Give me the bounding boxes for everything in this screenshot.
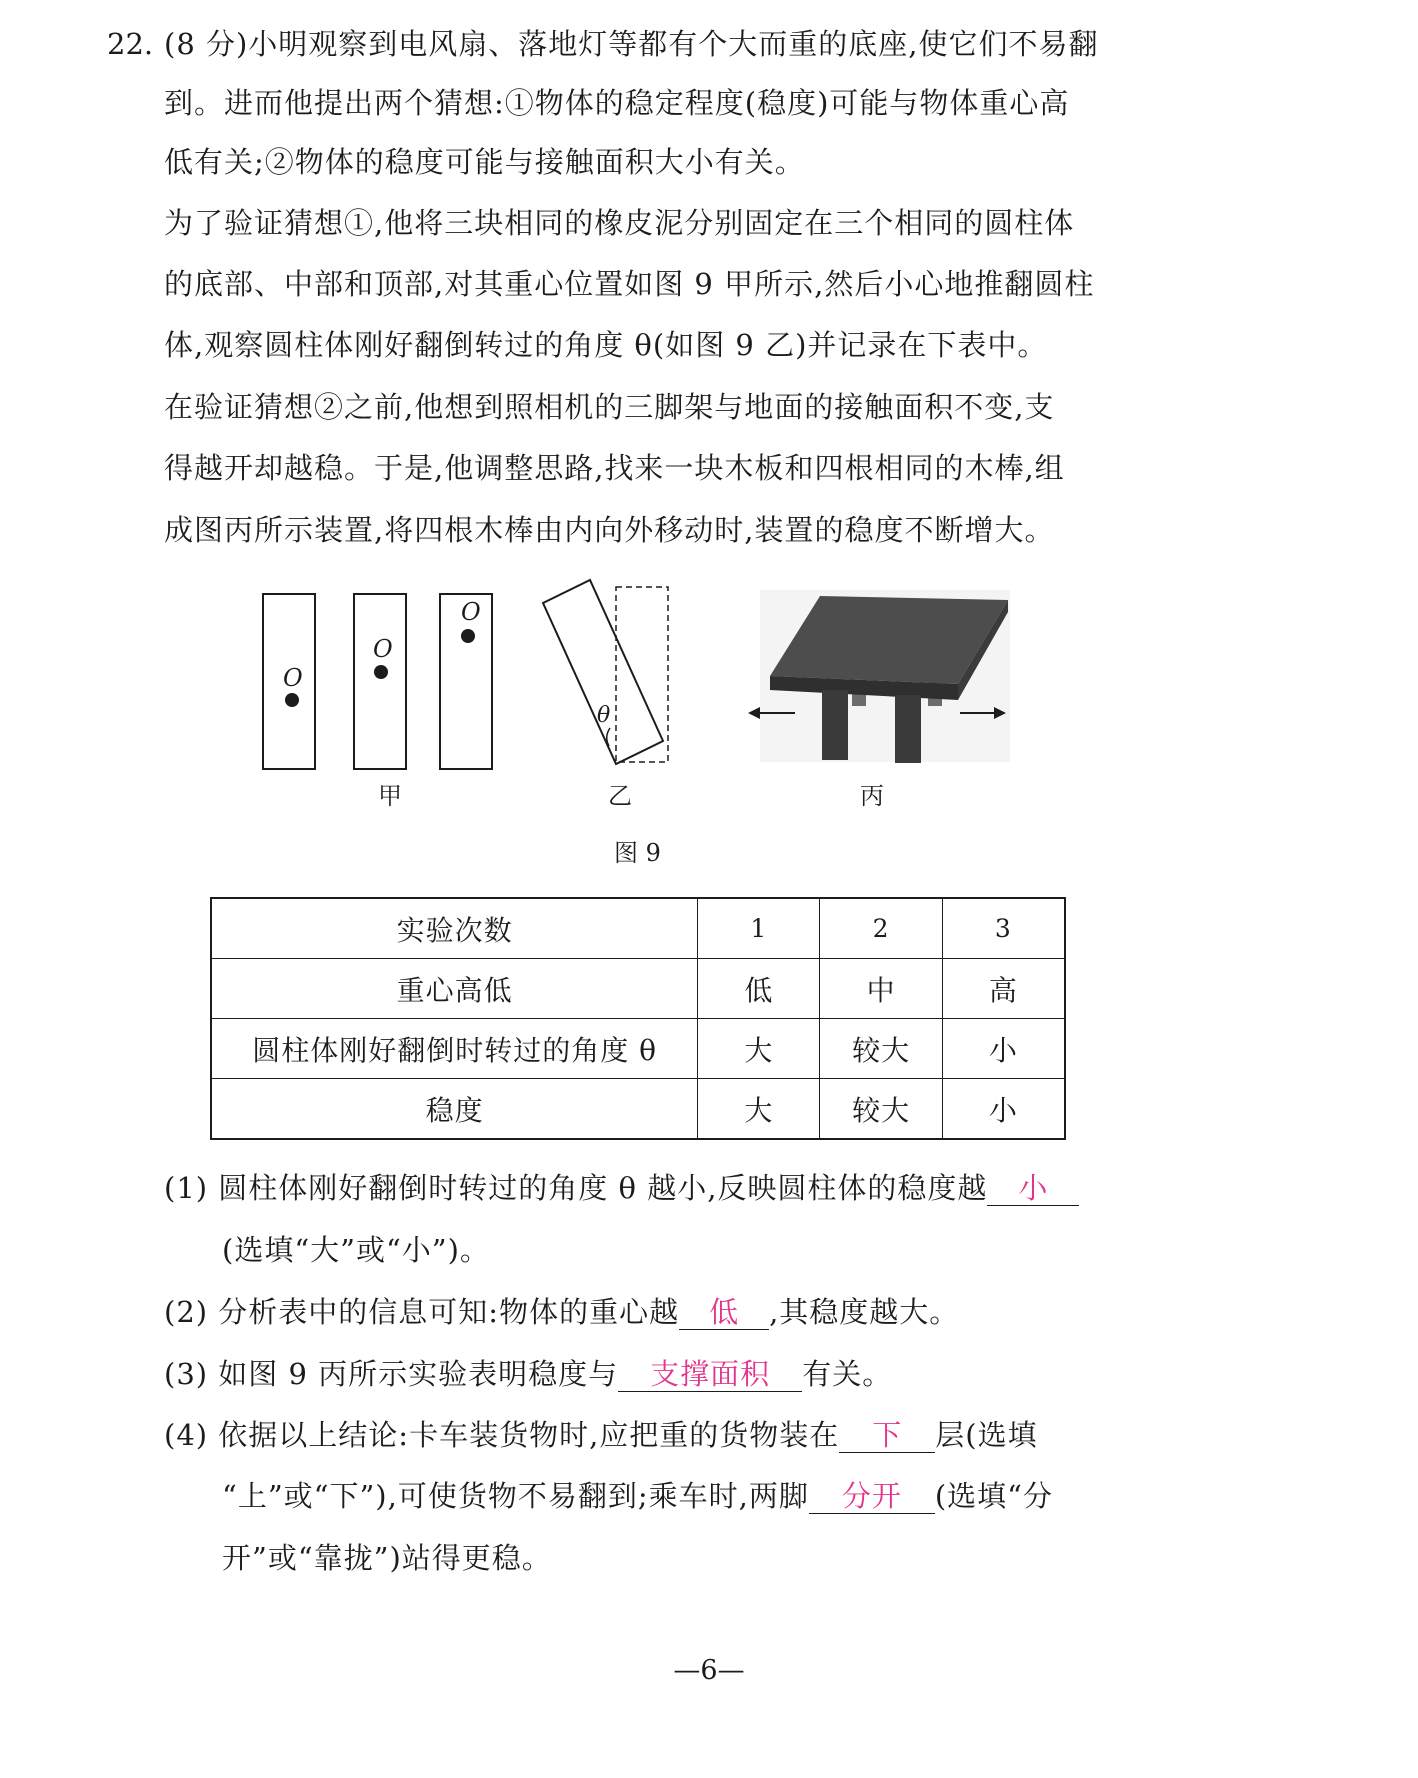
figure-yi-label: 乙 <box>608 782 632 810</box>
center-dot-high <box>461 629 475 643</box>
table-cell: 大 <box>698 1079 820 1140</box>
intro-line: 到。进而他提出两个猜想:①物体的稳定程度(稳度)可能与物体重心高 <box>164 86 1070 120</box>
table-cell: 较大 <box>820 1079 942 1140</box>
subquestion-text: (选填“分 <box>934 1479 1053 1513</box>
paragraph-line: 在验证猜想②之前,他想到照相机的三脚架与地面的接触面积不变,支 <box>164 390 1055 424</box>
center-label: O <box>373 635 393 663</box>
subquestion-text: (1) 圆柱体刚好翻倒时转过的角度 θ 越小,反映圆柱体的稳度越 <box>164 1171 988 1205</box>
answer-blank-3: 支撑面积 <box>618 1357 802 1392</box>
figure-bing-device <box>748 590 1010 763</box>
table-row <box>211 1019 1065 1079</box>
table-cell: 稳度 <box>211 1079 698 1140</box>
center-label: O <box>283 664 303 692</box>
paragraph-line: 为了验证猜想①,他将三块相同的橡皮泥分别固定在三个相同的圆柱体 <box>164 206 1075 240</box>
subquestion-text: ,其稳度越大。 <box>769 1295 960 1329</box>
figure-9 <box>0 0 1418 880</box>
intro-line: 低有关;②物体的稳度可能与接触面积大小有关。 <box>164 145 805 179</box>
table-cell: 2 <box>820 898 942 959</box>
table-cell: 1 <box>698 898 820 959</box>
subquestion-4 <box>164 1415 1038 1455</box>
table-cell: 小 <box>942 1079 1065 1140</box>
table-cell: 较大 <box>820 1019 942 1079</box>
answer-blank-2: 低 <box>679 1295 769 1330</box>
center-dot-middle <box>374 665 388 679</box>
intro-line: (8 分)小明观察到电风扇、落地灯等都有个大而重的底座,使它们不易翻 <box>164 27 1099 61</box>
page-number: —6— <box>673 1655 745 1686</box>
paragraph-line: 成图丙所示装置,将四根木棒由内向外移动时,装置的稳度不断增大。 <box>164 513 1055 547</box>
subquestion-text: “上”或“下”),可使货物不易翻到;乘车时,两脚 <box>222 1479 809 1513</box>
table-cell: 低 <box>698 959 820 1019</box>
angle-label: θ <box>597 703 611 728</box>
table-cell: 小 <box>942 1019 1065 1079</box>
tilted-cylinder <box>543 580 663 764</box>
answer-blank-4b: 分开 <box>809 1479 935 1514</box>
figure-bing-label: 丙 <box>860 782 884 810</box>
subquestion-text: (3) 如图 9 丙所示实验表明稳度与 <box>164 1357 619 1391</box>
figure-jia-label: 甲 <box>378 782 402 810</box>
experiment-table <box>210 897 1066 1140</box>
subquestion-3 <box>164 1354 892 1394</box>
table-cell: 中 <box>820 959 942 1019</box>
angle-arc <box>607 728 610 746</box>
table-row <box>211 1079 1065 1140</box>
stick-front-left <box>822 690 848 760</box>
paragraph-line: 体,观察圆柱体刚好翻倒转过的角度 θ(如图 9 乙)并记录在下表中。 <box>164 328 1048 362</box>
figure-caption: 图 9 <box>614 839 661 867</box>
table-cell: 实验次数 <box>211 898 698 959</box>
subquestion-text: (4) 依据以上结论:卡车装货物时,应把重的货物装在 <box>164 1418 840 1452</box>
cylinder-middle <box>354 594 406 769</box>
subquestion-4-last-line: 开”或“靠拢”)站得更稳。 <box>222 1541 552 1575</box>
table-cell: 圆柱体刚好翻倒时转过的角度 θ <box>211 1019 698 1079</box>
question-number: 22. <box>107 27 154 61</box>
answer-blank-1: 小 <box>987 1171 1079 1206</box>
figure-yi-tilt <box>543 580 668 764</box>
table-header-row <box>211 898 1065 959</box>
table-cell: 重心高低 <box>211 959 698 1019</box>
paragraph-line: 的底部、中部和顶部,对其重心位置如图 9 甲所示,然后小心地推翻圆柱 <box>164 267 1095 301</box>
table-cell: 高 <box>942 959 1065 1019</box>
table-row <box>211 959 1065 1019</box>
subquestion-1-continued: (选填“大”或“小”)。 <box>222 1233 490 1267</box>
table-cell: 大 <box>698 1019 820 1079</box>
subquestion-2 <box>164 1292 959 1332</box>
subquestion-text: 有关。 <box>802 1357 893 1391</box>
center-label: O <box>461 598 481 626</box>
stick-front-right <box>895 695 921 763</box>
subquestion-1 <box>164 1168 1079 1208</box>
subquestion-text: (2) 分析表中的信息可知:物体的重心越 <box>164 1295 680 1329</box>
subquestion-4-continued <box>222 1476 1053 1516</box>
subquestion-text: 层(选填 <box>935 1418 1038 1452</box>
table-cell: 3 <box>942 898 1065 959</box>
paragraph-line: 得越开却越稳。于是,他调整思路,找来一块木板和四根相同的木棒,组 <box>164 451 1065 485</box>
answer-blank-4a: 下 <box>839 1418 935 1453</box>
center-dot-low <box>285 693 299 707</box>
